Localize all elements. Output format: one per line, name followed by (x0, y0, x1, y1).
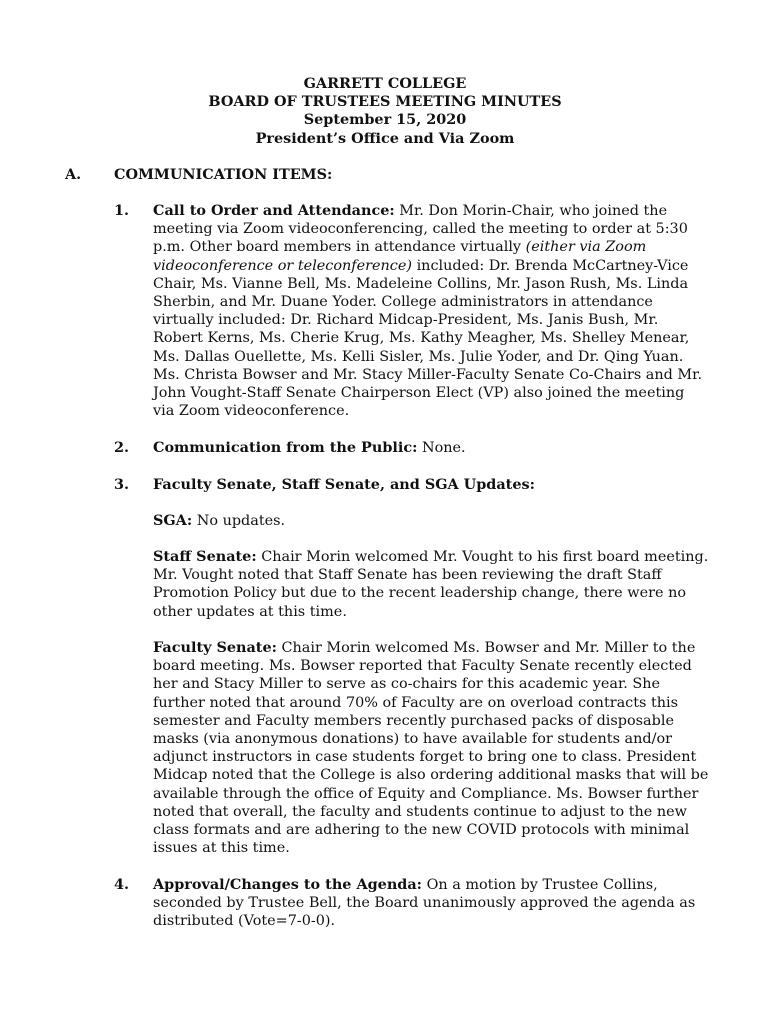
document-header (0, 75, 770, 148)
staff-senate-label: Staff Senate: (153, 548, 257, 565)
sga-label: SGA: (153, 512, 193, 529)
sga-paragraph (153, 512, 709, 530)
item-paragraph (153, 439, 709, 457)
item-text: On a motion by Trustee Collins, seconded by Trustee Bell, the Board unanimously approved the agenda as distributed (Vote=7-0-0). (153, 877, 696, 930)
item-number: 3. (114, 476, 130, 493)
item-number: 2. (114, 439, 130, 456)
item-text: included: Dr. Brenda McCartney-Vice Chair, Ms. Vianne Bell, Ms. Madeleine Collins, Mr. Jason Rush, Ms. Linda Sherbin, and Mr. Duane Yoder. College administrators in attendance virtually included: Dr. Richard Midcap-President, Ms. Janis Bush, Mr. Robert Kerns, Ms. Cherie Krug, Ms. Kathy Meagher, Ms. Shelley Menear, Ms. Dallas Ouellette, Ms. Kelli Sisler, Ms. Julie Yoder, and Dr. Qing Yuan. Ms. Christa Bowser and Mr. Stacy Miller-Faculty Senate Co-Chairs and Mr. John Vought-Staff Senate Chairperson Elect (VP) also joined the meeting via Zoom videoconference. (153, 257, 703, 420)
item-heading (153, 476, 709, 494)
item-label: Communication from the Public: (153, 439, 418, 456)
item-label: Call to Order and Attendance: (153, 202, 395, 219)
item-agenda-approval (153, 876, 709, 931)
sga-update (153, 512, 709, 530)
meeting-date: September 15, 2020 (303, 111, 467, 129)
staff-senate-paragraph (153, 548, 709, 621)
item-number: 4. (114, 876, 130, 893)
item-senate-updates (153, 476, 709, 494)
item-paragraph (153, 202, 709, 420)
faculty-senate-text: Chair Morin welcomed Ms. Bowser and Mr. Miller to the board meeting. Ms. Bowser reported that Faculty Senate recently elected her and Stacy Miller to serve as co-chairs for this academic year. She further noted that around 70% of Faculty are on overload contracts this semester and Faculty members recently purchased packs of disposable masks (via anonymous donations) to have available for students and/or adjunct instructors in case students forget to bring one to class. President Midcap noted that the College is also ordering additional masks that will be available through the office of Equity and Compliance. Ms. Bowser further noted that overall, the faculty and students continue to adjust to the new class formats and are adhering to the new COVID protocols with minimal issues at this time. (153, 640, 709, 857)
item-label: Faculty Senate, Staff Senate, and SGA Updates: (153, 476, 535, 493)
faculty-senate-paragraph (153, 639, 709, 857)
item-number: 1. (114, 202, 130, 219)
document-title: BOARD OF TRUSTEES MEETING MINUTES (208, 93, 562, 111)
item-call-to-order (153, 202, 709, 420)
faculty-senate-label: Faculty Senate: (153, 639, 277, 656)
staff-senate-update (153, 548, 709, 621)
item-communication-public (153, 439, 709, 457)
item-text-italic: (either via Zoom videoconference or teleconference) (153, 239, 647, 274)
staff-senate-text: Chair Morin welcomed Mr. Vought to his first board meeting. Mr. Vought noted that Staff Senate has been reviewing the draft Staff Promotion Policy but due to the recent leadership change, there were no other updates at this time. (153, 549, 709, 620)
section-title: COMMUNICATION ITEMS: (114, 166, 333, 183)
item-text: None. (417, 440, 466, 456)
faculty-senate-update (153, 639, 709, 857)
college-name: GARRETT COLLEGE (303, 75, 467, 92)
item-paragraph (153, 876, 709, 931)
sga-text: No updates. (192, 513, 286, 529)
item-text: Mr. Don Morin-Chair, who joined the meeting via Zoom videoconferencing, called the meeting to order at 5:30 p.m. Other board members in attendance virtually (153, 203, 688, 256)
meeting-location: President’s Office and Via Zoom (255, 129, 515, 147)
section-letter: A. (65, 166, 82, 183)
item-label: Approval/Changes to the Agenda: (153, 876, 422, 893)
